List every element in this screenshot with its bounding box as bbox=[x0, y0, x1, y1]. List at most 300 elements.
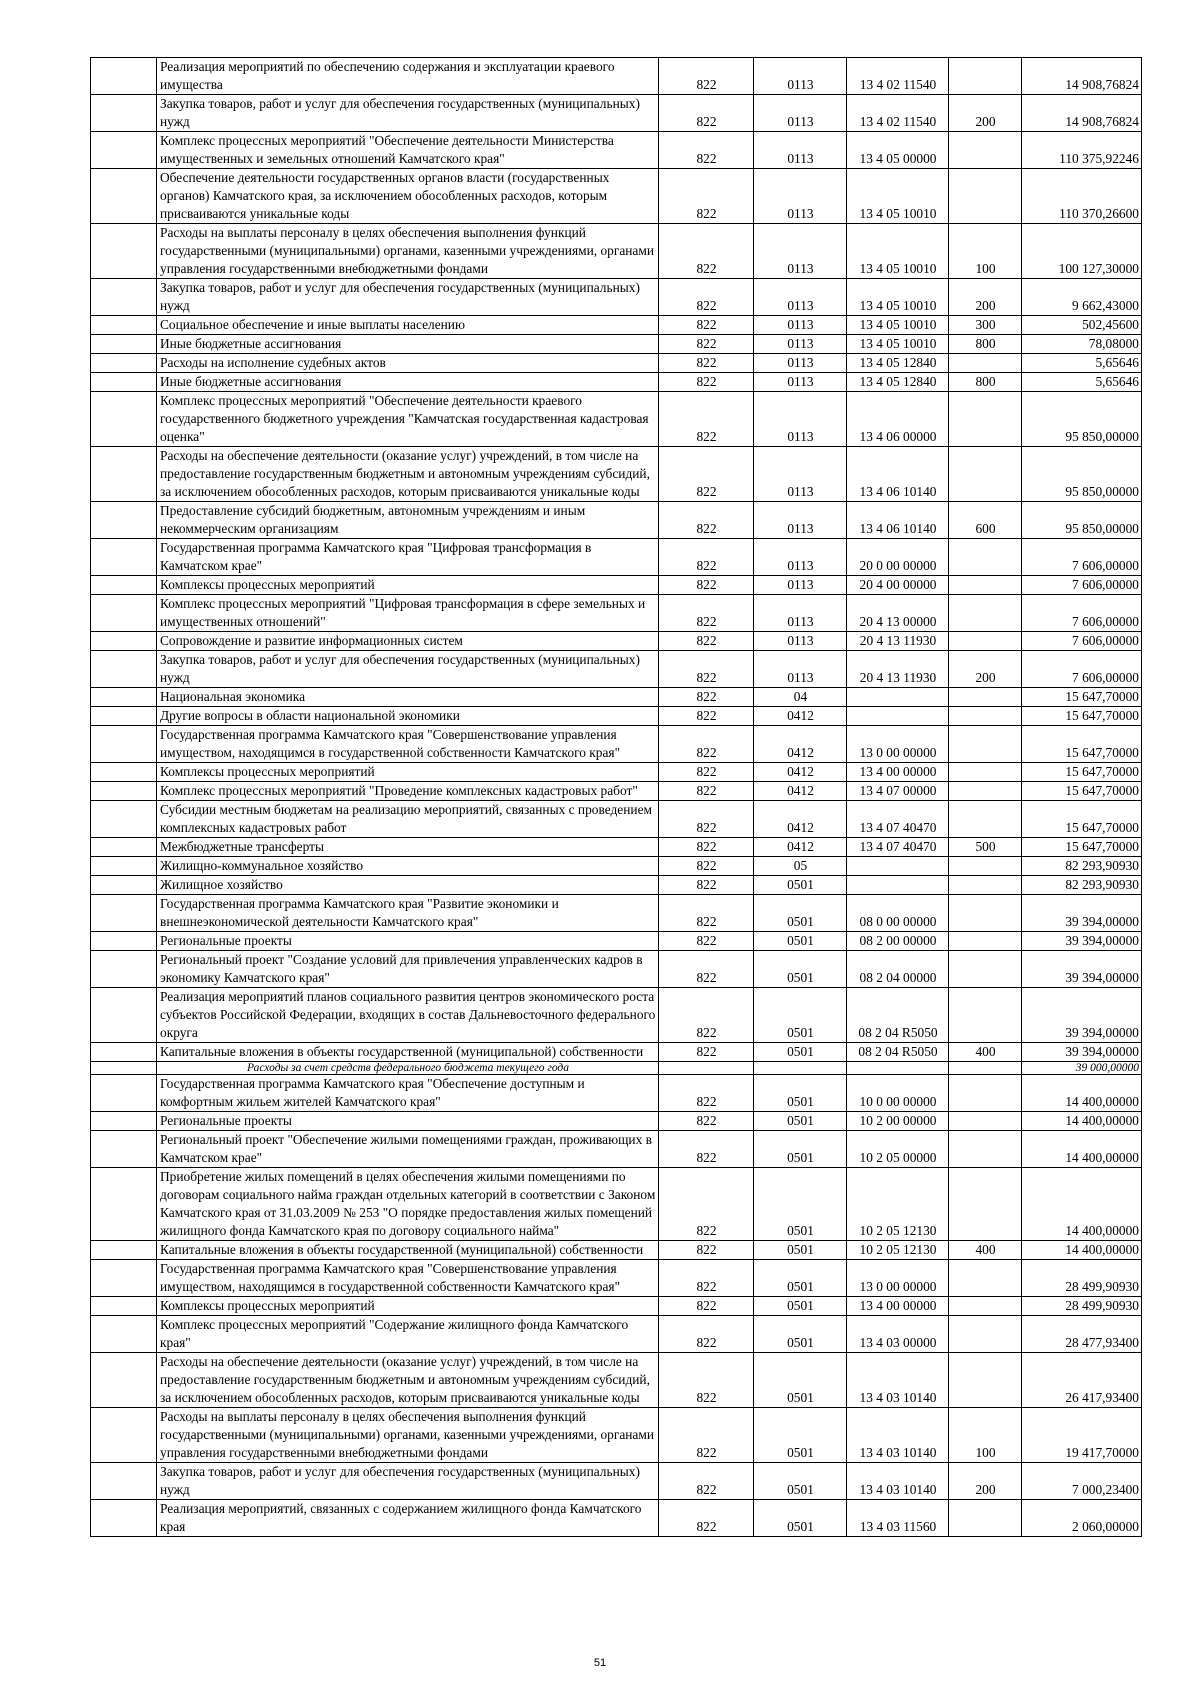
table-row bbox=[91, 354, 1142, 373]
row-grbs: 822 bbox=[659, 1112, 754, 1131]
row-expense-type bbox=[949, 1062, 1022, 1075]
row-section: 0501 bbox=[754, 1241, 847, 1260]
table-row bbox=[91, 1316, 1142, 1353]
row-blank-cell bbox=[91, 707, 157, 726]
row-section: 0501 bbox=[754, 1408, 847, 1463]
table-row bbox=[91, 688, 1142, 707]
row-blank-cell bbox=[91, 1500, 157, 1537]
row-blank-cell bbox=[91, 1297, 157, 1316]
table-row bbox=[91, 595, 1142, 632]
row-target-code: 13 4 06 10140 bbox=[847, 447, 949, 502]
row-target-code: 13 4 00 00000 bbox=[847, 763, 949, 782]
row-amount: 39 394,00000 bbox=[1022, 895, 1142, 932]
row-section: 0113 bbox=[754, 373, 847, 392]
row-amount: 82 293,90930 bbox=[1022, 857, 1142, 876]
row-grbs bbox=[659, 1062, 754, 1075]
page-number: 51 bbox=[593, 1657, 607, 1669]
row-grbs: 822 bbox=[659, 169, 754, 224]
row-name: Комплекс процессных мероприятий "Обеспечение деятельности краевого государственного бюджетного учреждения "Камчатская государственная кадастровая оценка" bbox=[157, 392, 659, 447]
row-name: Региональный проект "Создание условий для привлечения управленческих кадров в экономику Камчатского края" bbox=[157, 951, 659, 988]
row-blank-cell bbox=[91, 132, 157, 169]
row-expense-type bbox=[949, 1500, 1022, 1537]
table-row bbox=[91, 447, 1142, 502]
row-name: Расходы на обеспечение деятельности (оказание услуг) учреждений, в том числе на предоставление государственным бюджетным и автономным учреждениям субсидий, за исключением обособленных расходов, которым присваиваются уникальные коды bbox=[157, 447, 659, 502]
budget-table-body bbox=[91, 58, 1142, 1537]
row-grbs: 822 bbox=[659, 335, 754, 354]
row-expense-type bbox=[949, 447, 1022, 502]
row-name: Комплексы процессных мероприятий bbox=[157, 763, 659, 782]
row-amount: 14 400,00000 bbox=[1022, 1168, 1142, 1241]
row-blank-cell bbox=[91, 279, 157, 316]
row-section: 0412 bbox=[754, 726, 847, 763]
table-row bbox=[91, 857, 1142, 876]
row-expense-type: 100 bbox=[949, 1408, 1022, 1463]
row-target-code: 20 4 13 11930 bbox=[847, 632, 949, 651]
row-blank-cell bbox=[91, 316, 157, 335]
table-row bbox=[91, 876, 1142, 895]
row-grbs: 822 bbox=[659, 1260, 754, 1297]
row-section: 0113 bbox=[754, 595, 847, 632]
row-name: Расходы на выплаты персоналу в целях обеспечения выполнения функций государственными (муниципальными) органами, казенными учреждениями, органами управления государственными внебюджетными фондами bbox=[157, 224, 659, 279]
row-target-code: 13 4 03 11560 bbox=[847, 1500, 949, 1537]
row-section: 0501 bbox=[754, 1043, 847, 1062]
row-blank-cell bbox=[91, 1131, 157, 1168]
row-section: 0501 bbox=[754, 932, 847, 951]
row-target-code: 20 0 00 00000 bbox=[847, 539, 949, 576]
table-row bbox=[91, 1062, 1142, 1075]
table-row bbox=[91, 763, 1142, 782]
row-blank-cell bbox=[91, 801, 157, 838]
row-blank-cell bbox=[91, 932, 157, 951]
row-target-code: 10 2 00 00000 bbox=[847, 1112, 949, 1131]
row-expense-type bbox=[949, 1112, 1022, 1131]
row-target-code: 13 4 03 00000 bbox=[847, 1316, 949, 1353]
row-amount: 39 394,00000 bbox=[1022, 932, 1142, 951]
row-name: Региональные проекты bbox=[157, 932, 659, 951]
row-expense-type bbox=[949, 169, 1022, 224]
row-target-code: 13 0 00 00000 bbox=[847, 1260, 949, 1297]
row-section: 0113 bbox=[754, 539, 847, 576]
row-expense-type: 800 bbox=[949, 373, 1022, 392]
row-expense-type: 500 bbox=[949, 838, 1022, 857]
row-blank-cell bbox=[91, 58, 157, 95]
row-section: 0412 bbox=[754, 801, 847, 838]
row-blank-cell bbox=[91, 782, 157, 801]
row-blank-cell bbox=[91, 95, 157, 132]
row-name: Расходы на исполнение судебных актов bbox=[157, 354, 659, 373]
row-blank-cell bbox=[91, 595, 157, 632]
row-name: Государственная программа Камчатского края "Развитие экономики и внешнеэкономической деятельности Камчатского края" bbox=[157, 895, 659, 932]
row-amount: 15 647,70000 bbox=[1022, 688, 1142, 707]
row-blank-cell bbox=[91, 651, 157, 688]
row-name: Расходы на обеспечение деятельности (оказание услуг) учреждений, в том числе на предоставление государственным бюджетным и автономным учреждениям субсидий, за исключением обособленных расходов, которым присваиваются уникальные коды bbox=[157, 1353, 659, 1408]
table-row bbox=[91, 1075, 1142, 1112]
row-blank-cell bbox=[91, 539, 157, 576]
row-grbs: 822 bbox=[659, 1131, 754, 1168]
row-amount: 110 375,92246 bbox=[1022, 132, 1142, 169]
row-grbs: 822 bbox=[659, 1408, 754, 1463]
row-section: 0501 bbox=[754, 1463, 847, 1500]
row-target-code: 13 4 03 10140 bbox=[847, 1463, 949, 1500]
row-target-code: 08 2 04 00000 bbox=[847, 951, 949, 988]
row-target-code: 13 4 06 00000 bbox=[847, 392, 949, 447]
row-grbs: 822 bbox=[659, 1168, 754, 1241]
row-amount: 78,08000 bbox=[1022, 335, 1142, 354]
table-row bbox=[91, 1043, 1142, 1062]
row-grbs: 822 bbox=[659, 1241, 754, 1260]
table-row bbox=[91, 58, 1142, 95]
row-blank-cell bbox=[91, 763, 157, 782]
row-name: Обеспечение деятельности государственных органов власти (государственных органов) Камчатского края, за исключением обособленных расходов, которым присваиваются уникальные коды bbox=[157, 169, 659, 224]
table-row bbox=[91, 335, 1142, 354]
row-blank-cell bbox=[91, 1241, 157, 1260]
row-grbs: 822 bbox=[659, 876, 754, 895]
row-section: 05 bbox=[754, 857, 847, 876]
row-section: 0113 bbox=[754, 354, 847, 373]
row-amount: 26 417,93400 bbox=[1022, 1353, 1142, 1408]
row-amount: 14 908,76824 bbox=[1022, 95, 1142, 132]
row-target-code: 13 4 05 10010 bbox=[847, 169, 949, 224]
row-name: Жилищное хозяйство bbox=[157, 876, 659, 895]
row-grbs: 822 bbox=[659, 392, 754, 447]
table-row bbox=[91, 1297, 1142, 1316]
row-expense-type bbox=[949, 801, 1022, 838]
row-amount: 15 647,70000 bbox=[1022, 763, 1142, 782]
row-expense-type: 800 bbox=[949, 335, 1022, 354]
row-section: 0113 bbox=[754, 651, 847, 688]
row-expense-type bbox=[949, 707, 1022, 726]
row-grbs: 822 bbox=[659, 782, 754, 801]
row-amount: 5,65646 bbox=[1022, 354, 1142, 373]
row-name: Межбюджетные трансферты bbox=[157, 838, 659, 857]
row-section: 0412 bbox=[754, 763, 847, 782]
row-expense-type bbox=[949, 988, 1022, 1043]
row-amount: 39 394,00000 bbox=[1022, 988, 1142, 1043]
row-amount: 82 293,90930 bbox=[1022, 876, 1142, 895]
row-target-code: 13 4 02 11540 bbox=[847, 95, 949, 132]
row-blank-cell bbox=[91, 1062, 157, 1075]
row-expense-type: 200 bbox=[949, 651, 1022, 688]
row-blank-cell bbox=[91, 951, 157, 988]
row-target-code: 13 4 03 10140 bbox=[847, 1408, 949, 1463]
row-target-code: 20 4 13 00000 bbox=[847, 595, 949, 632]
row-blank-cell bbox=[91, 224, 157, 279]
row-blank-cell bbox=[91, 447, 157, 502]
row-grbs: 822 bbox=[659, 932, 754, 951]
row-expense-type: 200 bbox=[949, 1463, 1022, 1500]
row-target-code: 08 0 00 00000 bbox=[847, 895, 949, 932]
row-grbs: 822 bbox=[659, 1043, 754, 1062]
row-amount: 14 400,00000 bbox=[1022, 1131, 1142, 1168]
row-grbs: 822 bbox=[659, 857, 754, 876]
row-name: Приобретение жилых помещений в целях обеспечения жилыми помещениями по договорам социального найма граждан отдельных категорий в соответствии с Законом Камчатского края от 31.03.2009 № 253 "О порядке предоставления жилых помещений жилищного фонда Камчатского края по договору социального найма" bbox=[157, 1168, 659, 1241]
row-target-code: 13 4 00 00000 bbox=[847, 1297, 949, 1316]
row-target-code bbox=[847, 707, 949, 726]
row-target-code: 10 2 05 12130 bbox=[847, 1241, 949, 1260]
row-expense-type bbox=[949, 857, 1022, 876]
row-target-code: 13 4 06 10140 bbox=[847, 502, 949, 539]
row-blank-cell bbox=[91, 502, 157, 539]
row-amount: 15 647,70000 bbox=[1022, 782, 1142, 801]
row-blank-cell bbox=[91, 838, 157, 857]
row-section: 0113 bbox=[754, 279, 847, 316]
row-grbs: 822 bbox=[659, 354, 754, 373]
row-amount: 15 647,70000 bbox=[1022, 707, 1142, 726]
row-section bbox=[754, 1062, 847, 1075]
row-amount: 7 606,00000 bbox=[1022, 576, 1142, 595]
row-section: 0113 bbox=[754, 335, 847, 354]
table-row bbox=[91, 838, 1142, 857]
table-row bbox=[91, 782, 1142, 801]
row-amount: 28 499,90930 bbox=[1022, 1260, 1142, 1297]
row-section: 0113 bbox=[754, 447, 847, 502]
row-amount: 7 000,23400 bbox=[1022, 1463, 1142, 1500]
table-row bbox=[91, 502, 1142, 539]
row-name: Реализация мероприятий, связанных с содержанием жилищного фонда Камчатского края bbox=[157, 1500, 659, 1537]
row-grbs: 822 bbox=[659, 632, 754, 651]
row-expense-type: 200 bbox=[949, 95, 1022, 132]
table-row bbox=[91, 392, 1142, 447]
row-amount: 14 908,76824 bbox=[1022, 58, 1142, 95]
row-grbs: 822 bbox=[659, 726, 754, 763]
row-grbs: 822 bbox=[659, 447, 754, 502]
row-grbs: 822 bbox=[659, 279, 754, 316]
row-target-code: 10 2 05 12130 bbox=[847, 1168, 949, 1241]
row-section: 0501 bbox=[754, 1075, 847, 1112]
row-amount: 15 647,70000 bbox=[1022, 726, 1142, 763]
row-name: Расходы за счет средств федерального бюджета текущего года bbox=[157, 1062, 659, 1075]
table-row bbox=[91, 707, 1142, 726]
table-row bbox=[91, 1500, 1142, 1537]
row-name: Региональные проекты bbox=[157, 1112, 659, 1131]
row-name: Иные бюджетные ассигнования bbox=[157, 335, 659, 354]
row-grbs: 822 bbox=[659, 895, 754, 932]
row-section: 0113 bbox=[754, 632, 847, 651]
row-target-code: 13 4 05 10010 bbox=[847, 224, 949, 279]
row-name: Предоставление субсидий бюджетным, автономным учреждениям и иным некоммерческим организациям bbox=[157, 502, 659, 539]
row-name: Закупка товаров, работ и услуг для обеспечения государственных (муниципальных) нужд bbox=[157, 651, 659, 688]
row-grbs: 822 bbox=[659, 801, 754, 838]
table-row bbox=[91, 1260, 1142, 1297]
row-section: 0113 bbox=[754, 502, 847, 539]
row-grbs: 822 bbox=[659, 595, 754, 632]
table-row bbox=[91, 1241, 1142, 1260]
row-name: Закупка товаров, работ и услуг для обеспечения государственных (муниципальных) нужд bbox=[157, 1463, 659, 1500]
row-blank-cell bbox=[91, 1075, 157, 1112]
row-target-code: 13 0 00 00000 bbox=[847, 726, 949, 763]
table-row bbox=[91, 539, 1142, 576]
row-grbs: 822 bbox=[659, 1297, 754, 1316]
row-grbs: 822 bbox=[659, 1316, 754, 1353]
row-amount: 14 400,00000 bbox=[1022, 1075, 1142, 1112]
row-grbs: 822 bbox=[659, 502, 754, 539]
row-expense-type bbox=[949, 539, 1022, 576]
row-target-code: 13 4 07 40470 bbox=[847, 801, 949, 838]
row-amount: 95 850,00000 bbox=[1022, 392, 1142, 447]
row-name: Расходы на выплаты персоналу в целях обеспечения выполнения функций государственными (муниципальными) органами, казенными учреждениями, органами управления государственными внебюджетными фондами bbox=[157, 1408, 659, 1463]
row-target-code: 13 4 05 12840 bbox=[847, 354, 949, 373]
row-amount: 15 647,70000 bbox=[1022, 801, 1142, 838]
row-blank-cell bbox=[91, 1168, 157, 1241]
row-section: 0501 bbox=[754, 1316, 847, 1353]
row-section: 0501 bbox=[754, 1131, 847, 1168]
row-section: 0501 bbox=[754, 1500, 847, 1537]
row-blank-cell bbox=[91, 988, 157, 1043]
row-blank-cell bbox=[91, 1353, 157, 1408]
row-name: Региональный проект "Обеспечение жилыми помещениями граждан, проживающих в Камчатском крае" bbox=[157, 1131, 659, 1168]
row-section: 0113 bbox=[754, 95, 847, 132]
row-grbs: 822 bbox=[659, 763, 754, 782]
row-name: Реализация мероприятий по обеспечению содержания и эксплуатации краевого имущества bbox=[157, 58, 659, 95]
row-expense-type bbox=[949, 1260, 1022, 1297]
row-grbs: 822 bbox=[659, 224, 754, 279]
row-target-code: 08 2 04 R5050 bbox=[847, 988, 949, 1043]
row-target-code: 10 0 00 00000 bbox=[847, 1075, 949, 1112]
row-target-code: 08 2 04 R5050 bbox=[847, 1043, 949, 1062]
row-grbs: 822 bbox=[659, 95, 754, 132]
row-name: Другие вопросы в области национальной экономики bbox=[157, 707, 659, 726]
row-target-code: 13 4 05 10010 bbox=[847, 335, 949, 354]
row-expense-type: 400 bbox=[949, 1241, 1022, 1260]
row-blank-cell bbox=[91, 373, 157, 392]
table-row bbox=[91, 632, 1142, 651]
row-blank-cell bbox=[91, 169, 157, 224]
row-grbs: 822 bbox=[659, 373, 754, 392]
row-blank-cell bbox=[91, 632, 157, 651]
table-row bbox=[91, 95, 1142, 132]
row-blank-cell bbox=[91, 1260, 157, 1297]
row-grbs: 822 bbox=[659, 988, 754, 1043]
row-blank-cell bbox=[91, 876, 157, 895]
row-expense-type: 100 bbox=[949, 224, 1022, 279]
row-grbs: 822 bbox=[659, 576, 754, 595]
row-expense-type bbox=[949, 932, 1022, 951]
row-section: 0501 bbox=[754, 1168, 847, 1241]
row-name: Государственная программа Камчатского края "Совершенствование управления имуществом, находящимся в государственной собственности Камчатского края" bbox=[157, 1260, 659, 1297]
row-name: Комплекс процессных мероприятий "Цифровая трансформация в сфере земельных и имущественных отношений" bbox=[157, 595, 659, 632]
row-target-code: 13 4 02 11540 bbox=[847, 58, 949, 95]
row-blank-cell bbox=[91, 354, 157, 373]
row-name: Закупка товаров, работ и услуг для обеспечения государственных (муниципальных) нужд bbox=[157, 279, 659, 316]
row-grbs: 822 bbox=[659, 1463, 754, 1500]
row-expense-type bbox=[949, 876, 1022, 895]
table-row bbox=[91, 1408, 1142, 1463]
row-amount: 14 400,00000 bbox=[1022, 1112, 1142, 1131]
table-row bbox=[91, 132, 1142, 169]
row-expense-type: 400 bbox=[949, 1043, 1022, 1062]
row-expense-type bbox=[949, 58, 1022, 95]
row-name: Государственная программа Камчатского края "Цифровая трансформация в Камчатском крае" bbox=[157, 539, 659, 576]
row-amount: 39 000,00000 bbox=[1022, 1062, 1142, 1075]
table-row bbox=[91, 951, 1142, 988]
row-name: Иные бюджетные ассигнования bbox=[157, 373, 659, 392]
row-amount: 14 400,00000 bbox=[1022, 1241, 1142, 1260]
row-blank-cell bbox=[91, 576, 157, 595]
row-expense-type bbox=[949, 632, 1022, 651]
row-expense-type bbox=[949, 595, 1022, 632]
table-row bbox=[91, 801, 1142, 838]
row-expense-type bbox=[949, 1353, 1022, 1408]
row-expense-type bbox=[949, 392, 1022, 447]
row-name: Государственная программа Камчатского края "Обеспечение доступным и комфортным жильем жителей Камчатского края" bbox=[157, 1075, 659, 1112]
row-amount: 39 394,00000 bbox=[1022, 951, 1142, 988]
row-expense-type: 200 bbox=[949, 279, 1022, 316]
row-grbs: 822 bbox=[659, 539, 754, 576]
row-target-code: 13 4 07 40470 bbox=[847, 838, 949, 857]
row-section: 0113 bbox=[754, 392, 847, 447]
row-blank-cell bbox=[91, 1316, 157, 1353]
row-name: Жилищно-коммунальное хозяйство bbox=[157, 857, 659, 876]
table-row bbox=[91, 279, 1142, 316]
row-name: Сопровождение и развитие информационных систем bbox=[157, 632, 659, 651]
row-amount: 7 606,00000 bbox=[1022, 595, 1142, 632]
row-amount: 7 606,00000 bbox=[1022, 539, 1142, 576]
row-expense-type: 300 bbox=[949, 316, 1022, 335]
table-row bbox=[91, 1463, 1142, 1500]
row-grbs: 822 bbox=[659, 132, 754, 169]
row-grbs: 822 bbox=[659, 1500, 754, 1537]
row-blank-cell bbox=[91, 895, 157, 932]
row-target-code: 13 4 05 12840 bbox=[847, 373, 949, 392]
row-section: 0501 bbox=[754, 876, 847, 895]
row-section: 0113 bbox=[754, 576, 847, 595]
table-row bbox=[91, 169, 1142, 224]
row-section: 0412 bbox=[754, 838, 847, 857]
table-row bbox=[91, 576, 1142, 595]
row-section: 0113 bbox=[754, 316, 847, 335]
row-name: Комплекс процессных мероприятий "Обеспечение деятельности Министерства имущественных и земельных отношений Камчатского края" bbox=[157, 132, 659, 169]
row-name: Капитальные вложения в объекты государственной (муниципальной) собственности bbox=[157, 1043, 659, 1062]
row-target-code: 20 4 00 00000 bbox=[847, 576, 949, 595]
row-blank-cell bbox=[91, 857, 157, 876]
row-expense-type bbox=[949, 1131, 1022, 1168]
row-grbs: 822 bbox=[659, 651, 754, 688]
row-target-code: 08 2 00 00000 bbox=[847, 932, 949, 951]
row-name: Капитальные вложения в объекты государственной (муниципальной) собственности bbox=[157, 1241, 659, 1260]
row-section: 0113 bbox=[754, 224, 847, 279]
row-target-code bbox=[847, 688, 949, 707]
table-row bbox=[91, 1168, 1142, 1241]
row-grbs: 822 bbox=[659, 707, 754, 726]
row-target-code bbox=[847, 876, 949, 895]
row-name: Реализация мероприятий планов социального развития центров экономического роста субъектов Российской Федерации, входящих в состав Дальневосточного федерального округа bbox=[157, 988, 659, 1043]
row-amount: 100 127,30000 bbox=[1022, 224, 1142, 279]
row-expense-type bbox=[949, 576, 1022, 595]
row-blank-cell bbox=[91, 392, 157, 447]
row-blank-cell bbox=[91, 335, 157, 354]
row-section: 0501 bbox=[754, 895, 847, 932]
row-target-code: 10 2 05 00000 bbox=[847, 1131, 949, 1168]
row-amount: 19 417,70000 bbox=[1022, 1408, 1142, 1463]
row-target-code: 13 4 05 10010 bbox=[847, 316, 949, 335]
row-section: 0501 bbox=[754, 1112, 847, 1131]
row-amount: 28 499,90930 bbox=[1022, 1297, 1142, 1316]
row-target-code: 20 4 13 11930 bbox=[847, 651, 949, 688]
table-row bbox=[91, 373, 1142, 392]
row-section: 0113 bbox=[754, 169, 847, 224]
table-row bbox=[91, 1112, 1142, 1131]
row-amount: 7 606,00000 bbox=[1022, 632, 1142, 651]
row-amount: 5,65646 bbox=[1022, 373, 1142, 392]
row-section: 0501 bbox=[754, 1297, 847, 1316]
row-name: Комплексы процессных мероприятий bbox=[157, 1297, 659, 1316]
row-amount: 39 394,00000 bbox=[1022, 1043, 1142, 1062]
row-target-code bbox=[847, 1062, 949, 1075]
row-expense-type bbox=[949, 1075, 1022, 1112]
row-amount: 2 060,00000 bbox=[1022, 1500, 1142, 1537]
row-amount: 502,45600 bbox=[1022, 316, 1142, 335]
row-grbs: 822 bbox=[659, 688, 754, 707]
